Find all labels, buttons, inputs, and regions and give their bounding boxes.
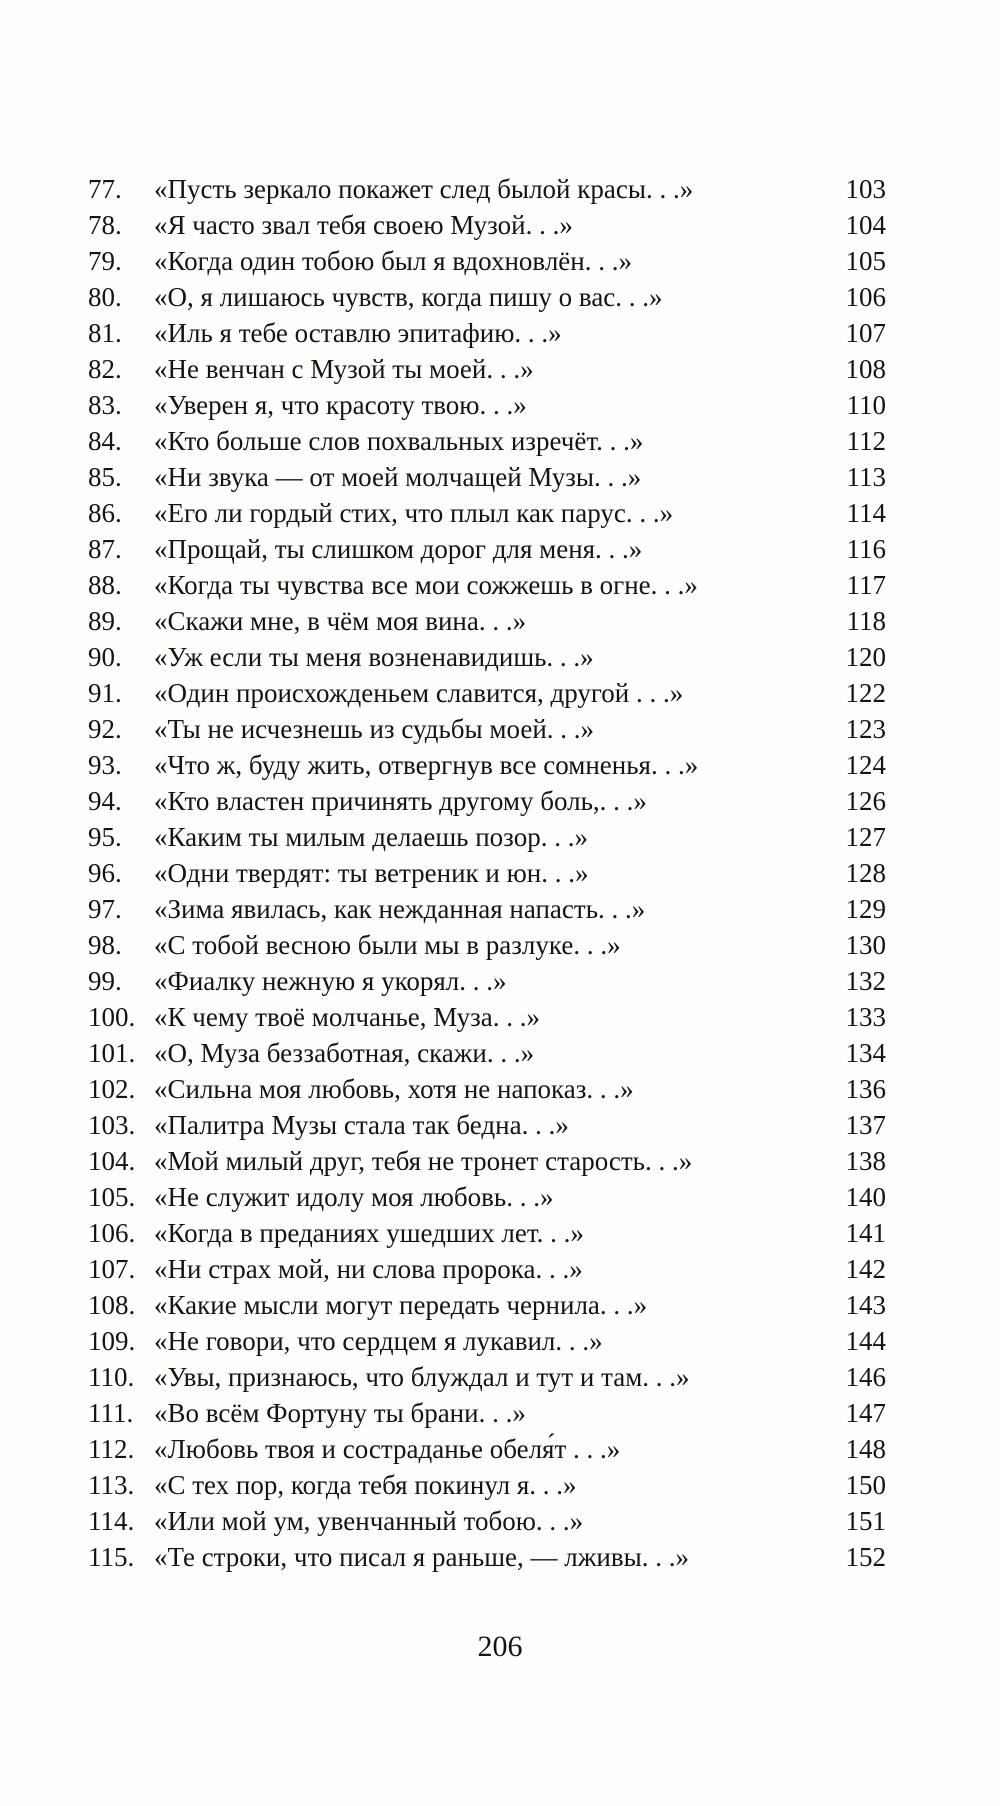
toc-entry-number: 86.: [88, 498, 122, 528]
toc-entry-number: 90.: [88, 642, 122, 672]
toc-entry: [88, 1251, 886, 1287]
toc-entry-number: 87.: [88, 534, 122, 564]
toc-entry: [88, 279, 886, 315]
toc-entry: [88, 207, 886, 243]
toc-entry-page: 151: [845, 1506, 886, 1536]
toc-entry: [88, 243, 886, 279]
toc-entry-number: 108.: [88, 1290, 136, 1320]
toc-entry-page: 118: [846, 606, 886, 636]
toc-entry-number: 81.: [88, 318, 122, 348]
toc-entry: [88, 1071, 886, 1107]
toc-entry-title: «Что ж, буду жить, отвергнув все сомненья. . .»: [154, 750, 699, 780]
toc-list: [88, 171, 886, 1575]
toc-entry-page: 108: [845, 354, 886, 384]
toc-entry-number: 113.: [88, 1470, 135, 1500]
toc-entry-page: 124: [845, 750, 886, 780]
toc-entry-title: «Мой милый друг, тебя не тронет старость. . .»: [154, 1146, 693, 1176]
toc-entry: [88, 711, 886, 747]
toc-entry-title: «Иль я тебе оставлю эпитафию. . .»: [154, 318, 562, 348]
toc-entry: [88, 1467, 886, 1503]
toc-entry-page: 141: [845, 1218, 886, 1248]
toc-entry-title: «Каким ты милым делаешь позор. . .»: [154, 822, 588, 852]
toc-entry: [88, 423, 886, 459]
toc-entry-title: «О, Муза беззаботная, скажи. . .»: [154, 1038, 535, 1068]
toc-entry-title: «Любовь твоя и состраданье обеля́т . . .»: [154, 1434, 621, 1464]
toc-entry-number: 99.: [88, 966, 122, 996]
toc-entry-number: 102.: [88, 1074, 136, 1104]
toc-entry: [88, 171, 886, 207]
toc-entry-page: 148: [845, 1434, 886, 1464]
toc-entry-title: «Когда в преданиях ушедших лет. . .»: [154, 1218, 584, 1248]
toc-entry-number: 91.: [88, 678, 122, 708]
toc-entry-number: 97.: [88, 894, 122, 924]
toc-entry: [88, 459, 886, 495]
toc-entry-number: 94.: [88, 786, 122, 816]
toc-entry-title: «Одни твердят: ты ветреник и юн. . .»: [154, 858, 589, 888]
toc-entry: [88, 783, 886, 819]
toc-entry-page: 120: [845, 642, 886, 672]
toc-entry-title: «Скажи мне, в чём моя вина. . .»: [154, 606, 527, 636]
toc-entry-title: «Когда один тобою был я вдохновлён. . .»: [154, 246, 632, 276]
toc-entry: [88, 1107, 886, 1143]
toc-entry: [88, 927, 886, 963]
toc-entry-title: «Зима явилась, как нежданная напасть. . .»: [154, 894, 646, 924]
toc-entry: [88, 1323, 886, 1359]
toc-entry-number: 95.: [88, 822, 122, 852]
toc-entry-page: 144: [845, 1326, 886, 1356]
toc-entry: [88, 1179, 886, 1215]
toc-entry-title: «Ни звука — от моей молчащей Музы. . .»: [154, 462, 642, 492]
toc-entry: [88, 315, 886, 351]
toc-entry-title: «Кто властен причинять другому боль,. . .»: [154, 786, 647, 816]
toc-entry-page: 106: [845, 282, 886, 312]
toc-entry-page: 143: [845, 1290, 886, 1320]
toc-entry-page: 105: [845, 246, 886, 276]
toc-entry-number: 84.: [88, 426, 122, 456]
toc-entry-title: «Пусть зеркало покажет след былой красы. . .»: [154, 174, 694, 204]
toc-entry-page: 146: [845, 1362, 886, 1392]
toc-entry-title: «Какие мысли могут передать чернила. . .»: [154, 1290, 648, 1320]
toc-entry-number: 104.: [88, 1146, 136, 1176]
toc-entry-title: «Уверен я, что красоту твою. . .»: [154, 390, 527, 420]
toc-entry-number: 101.: [88, 1038, 136, 1068]
toc-entry-page: 138: [845, 1146, 886, 1176]
toc-entry: [88, 1035, 886, 1071]
toc-entry-page: 112: [846, 426, 886, 456]
toc-entry-title: «Кто больше слов похвальных изречёт. . .»: [154, 426, 644, 456]
toc-entry-number: 107.: [88, 1254, 136, 1284]
toc-entry-title: «С тобой весною были мы в разлуке. . .»: [154, 930, 621, 960]
toc-entry-page: 130: [845, 930, 886, 960]
toc-entry-title: «С тех пор, когда тебя покинул я. . .»: [154, 1470, 577, 1500]
toc-entry-title: «Не говори, что сердцем я лукавил. . .»: [154, 1326, 603, 1356]
toc-entry-page: 133: [845, 1002, 886, 1032]
toc-entry-page: 150: [845, 1470, 886, 1500]
toc-entry-number: 82.: [88, 354, 122, 384]
toc-entry-number: 96.: [88, 858, 122, 888]
toc-entry-title: «Сильна моя любовь, хотя не напоказ. . .»: [154, 1074, 634, 1104]
toc-entry-page: 116: [846, 534, 886, 564]
toc-entry-title: «Увы, признаюсь, что блуждал и тут и там. . .»: [154, 1362, 690, 1392]
toc-entry-number: 100.: [88, 1002, 136, 1032]
toc-entry-page: 123: [845, 714, 886, 744]
toc-entry-page: 122: [845, 678, 886, 708]
toc-entry-page: 129: [845, 894, 886, 924]
toc-entry-title: «Или мой ум, увенчанный тобою. . .»: [154, 1506, 584, 1536]
toc-entry-page: 104: [845, 210, 886, 240]
toc-entry-number: 89.: [88, 606, 122, 636]
toc-entry-title: «Палитра Музы стала так бедна. . .»: [154, 1110, 569, 1140]
toc-entry-title: «Я часто звал тебя своею Музой. . .»: [154, 210, 573, 240]
toc-entry: [88, 1539, 886, 1575]
toc-entry: [88, 351, 886, 387]
toc-entry-page: 152: [845, 1542, 886, 1572]
toc-entry-title: «Фиалку нежную я укорял. . .»: [154, 966, 507, 996]
toc-entry: [88, 1359, 886, 1395]
toc-entry-title: «Ты не исчезнешь из судьбы моей. . .»: [154, 714, 595, 744]
toc-entry-number: 115.: [88, 1542, 135, 1572]
toc-entry-number: 109.: [88, 1326, 136, 1356]
toc-entry-title: «Не венчан с Музой ты моей. . .»: [154, 354, 534, 384]
toc-entry-title: «Те строки, что писал я раньше, — лживы. . .»: [154, 1542, 689, 1572]
toc-entry-number: 78.: [88, 210, 122, 240]
toc-entry-page: 103: [845, 174, 886, 204]
toc-entry-number: 112.: [88, 1434, 135, 1464]
toc-entry-page: 142: [845, 1254, 886, 1284]
toc-entry-number: 93.: [88, 750, 122, 780]
toc-entry: [88, 495, 886, 531]
toc-entry-page: 114: [846, 498, 886, 528]
toc-entry-page: 107: [845, 318, 886, 348]
toc-entry: [88, 1287, 886, 1323]
toc-entry-number: 98.: [88, 930, 122, 960]
toc-entry: [88, 747, 886, 783]
toc-entry: [88, 1143, 886, 1179]
toc-entry-number: 79.: [88, 246, 122, 276]
toc-entry-number: 111.: [88, 1398, 134, 1428]
toc-entry: [88, 891, 886, 927]
toc-entry: [88, 1215, 886, 1251]
toc-entry: [88, 1395, 886, 1431]
page-number-footer: 206: [477, 1630, 523, 1663]
toc-entry-number: 106.: [88, 1218, 136, 1248]
toc-entry-title: «Его ли гордый стих, что плыл как парус. . .»: [154, 498, 674, 528]
toc-entry-title: «Один происхожденьем славится, другой . . .»: [154, 678, 684, 708]
toc-entry-title: «К чему твоё молчанье, Муза. . .»: [154, 1002, 541, 1032]
toc-entry-page: 132: [845, 966, 886, 996]
toc-entry: [88, 1431, 886, 1467]
toc-entry: [88, 855, 886, 891]
toc-entry-number: 88.: [88, 570, 122, 600]
toc-entry-number: 110.: [88, 1362, 135, 1392]
toc-entry: [88, 1503, 886, 1539]
toc-entry-title: «Когда ты чувства все мои сожжешь в огне. . .»: [154, 570, 698, 600]
toc-entry-page: 147: [845, 1398, 886, 1428]
toc-entry-page: 136: [845, 1074, 886, 1104]
toc-entry-page: 110: [846, 390, 886, 420]
toc-entry-page: 137: [845, 1110, 886, 1140]
toc-entry: [88, 567, 886, 603]
toc-entry: [88, 603, 886, 639]
toc-entry-title: «Во всём Фортуну ты брани. . .»: [154, 1398, 526, 1428]
toc-entry: [88, 387, 886, 423]
toc-entry-number: 77.: [88, 174, 122, 204]
toc-entry-title: «Ни страх мой, ни слова пророка. . .»: [154, 1254, 583, 1284]
toc-entry-number: 83.: [88, 390, 122, 420]
toc-entry-number: 80.: [88, 282, 122, 312]
toc-entry-number: 92.: [88, 714, 122, 744]
toc-entry-page: 128: [845, 858, 886, 888]
toc-entry-number: 105.: [88, 1182, 136, 1212]
toc-entry-title: «Уж если ты меня возненавидишь. . .»: [154, 642, 594, 672]
toc-entry: [88, 963, 886, 999]
toc-entry-page: 127: [845, 822, 886, 852]
toc-entry: [88, 999, 886, 1035]
toc-entry-page: 113: [846, 462, 886, 492]
toc-entry-page: 140: [845, 1182, 886, 1212]
toc-entry-title: «О, я лишаюсь чувств, когда пишу о вас. . .»: [154, 282, 663, 312]
toc-entry-page: 117: [846, 570, 886, 600]
toc-entry: [88, 531, 886, 567]
toc-entry: [88, 639, 886, 675]
toc-entry: [88, 819, 886, 855]
toc-entry-page: 126: [845, 786, 886, 816]
toc-entry: [88, 675, 886, 711]
toc-entry-page: 134: [845, 1038, 886, 1068]
toc-entry-title: «Не служит идолу моя любовь. . .»: [154, 1182, 554, 1212]
toc-entry-number: 85.: [88, 462, 122, 492]
toc-entry-number: 103.: [88, 1110, 136, 1140]
toc-entry-number: 114.: [88, 1506, 135, 1536]
toc-entry-title: «Прощай, ты слишком дорог для меня. . .»: [154, 534, 643, 564]
